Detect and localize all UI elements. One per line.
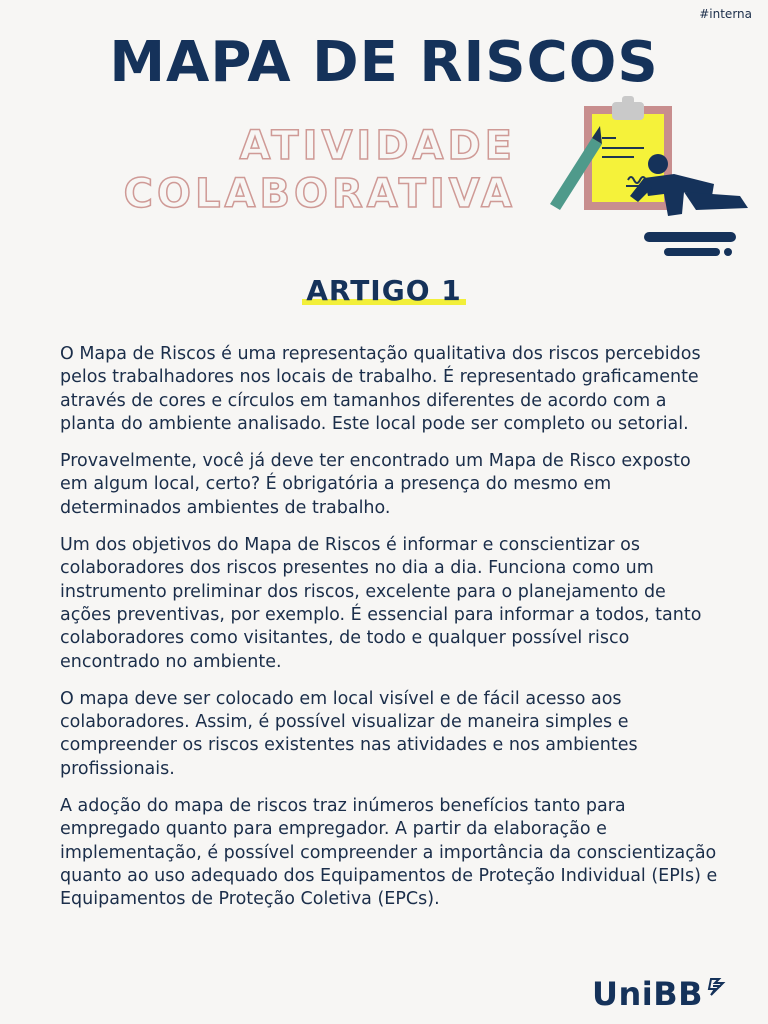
paragraph: O Mapa de Riscos é uma representação qualitativa dos riscos percebidos pelos trabalhadores nos locais de trabalho. É representado graficamente através de cores e círculos em tamanhos diferentes de acordo com a planta do ambiente analisado. Este local pode ser completo ou setorial. — [60, 344, 701, 434]
paragraph: Um dos objetivos do Mapa de Riscos é informar e conscientizar os colaboradores dos riscos presentes no dia a dia. Funciona como um instrumento preliminar dos riscos, excelente para o planejamento de ações preventivas, por exemplo. É essencial para informar a todos, tanto colaboradores como visitantes, de todo e qualquer possível risco encontrado no ambiente. — [60, 535, 702, 672]
classification-tag: #interna — [699, 7, 752, 21]
page-subtitle — [124, 122, 516, 218]
unibb-logo — [592, 974, 727, 1014]
section-heading: ARTIGO 1 — [302, 274, 466, 307]
paragraph: O mapa deve ser colocado em local visível e de fácil acesso aos colaboradores. Assim, é possível visualizar de maneira simples e compreender os riscos existentes nas atividades e nos ambientes profissionais. — [60, 688, 638, 779]
subtitle-line-2: COLABORATIVA — [123, 171, 516, 217]
clipboard-slip-hazard-icon — [544, 96, 756, 260]
bb-logo-mark-icon — [707, 977, 727, 997]
page-title: MAPA DE RISCOS — [109, 30, 659, 95]
paragraph: A adoção do mapa de riscos traz inúmeros benefícios tanto para empregado quanto para empregador. A partir da elaboração e implementação, é possível compreender a importância da conscientização quanto ao uso adequado dos Equipamentos de Proteção Individual (EPIs) e Equipamentos de Proteção Coletiva (EPCs). — [60, 796, 718, 910]
paragraph: Provavelmente, você já deve ter encontrado um Mapa de Risco exposto em algum local, certo? É obrigatória a presença do mesmo em determinados ambientes de trabalho. — [60, 451, 691, 518]
subtitle-line-1: ATIVIDADE — [239, 123, 516, 169]
article-body — [60, 343, 720, 926]
logo-text: UniBB — [592, 975, 704, 1013]
